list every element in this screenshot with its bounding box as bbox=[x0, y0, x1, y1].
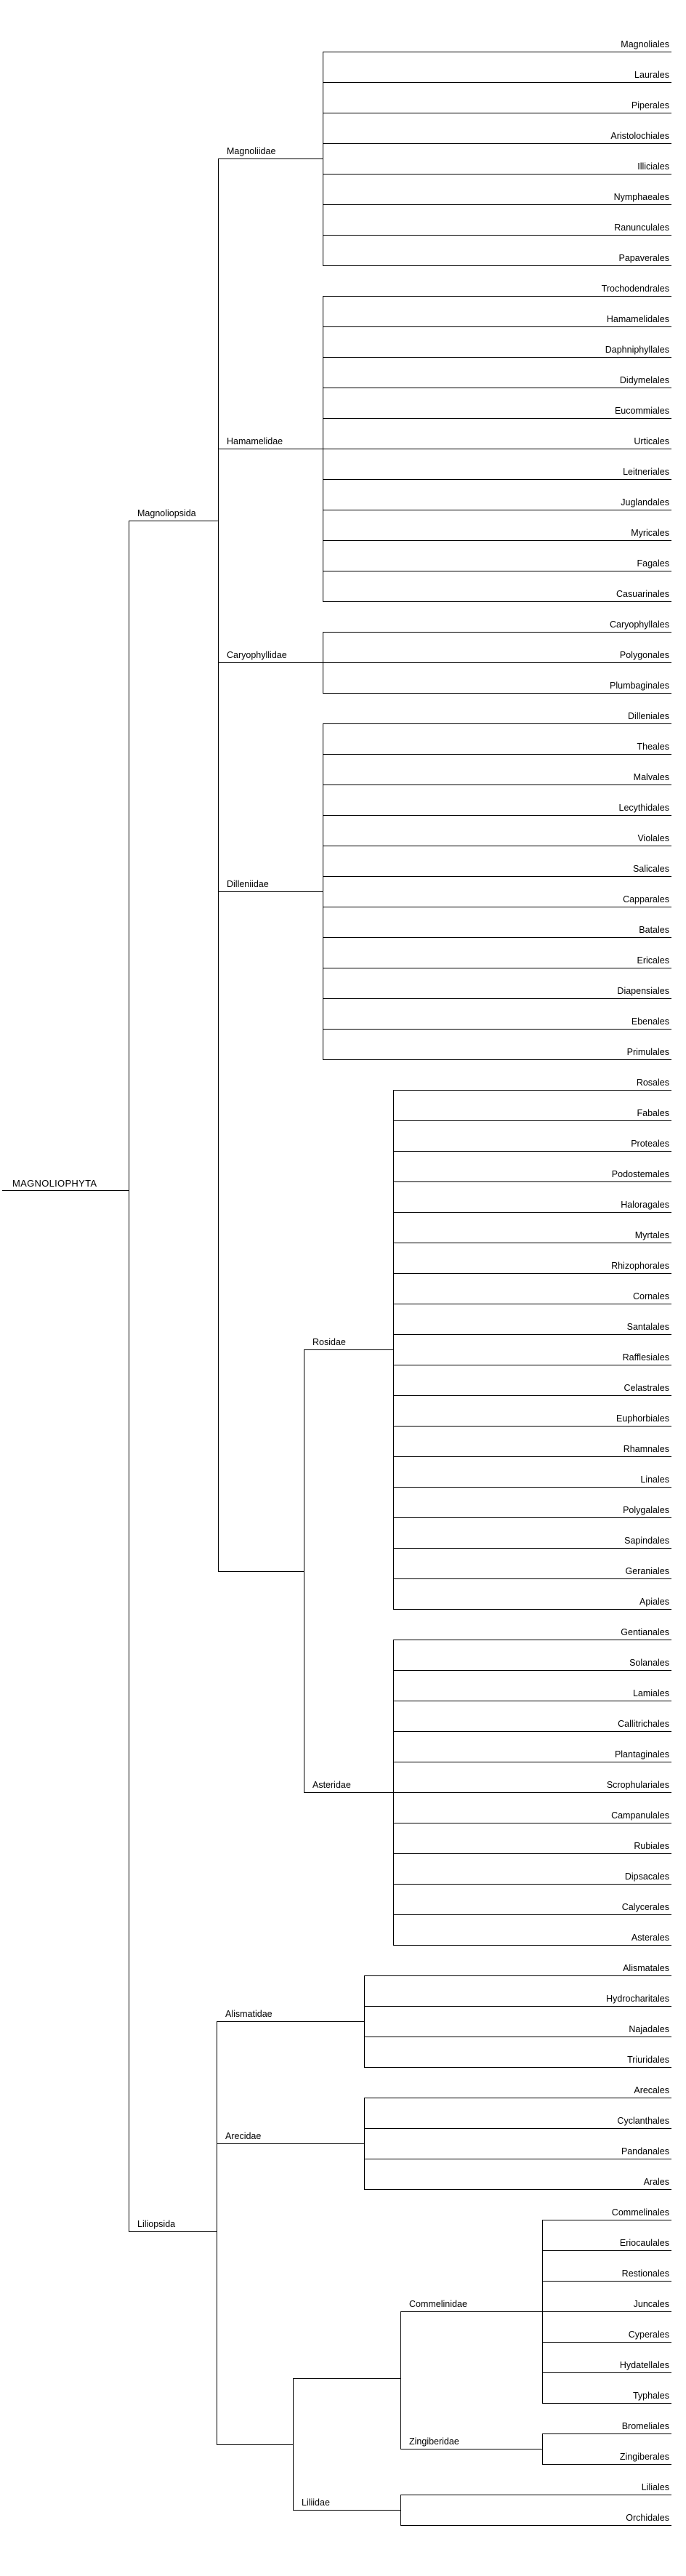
order-branch bbox=[393, 1731, 671, 1732]
order-label: Typhales bbox=[632, 2391, 669, 2401]
order-label: Lecythidales bbox=[618, 803, 669, 813]
order-label: Myricales bbox=[631, 528, 669, 538]
order-label: Juglandales bbox=[621, 497, 669, 507]
order-branch bbox=[393, 1609, 671, 1610]
order-branch bbox=[393, 1212, 671, 1213]
order-label: Myrtales bbox=[634, 1230, 669, 1240]
order-branch bbox=[393, 1517, 671, 1518]
order-label: Fabales bbox=[637, 1108, 669, 1118]
order-label: Celastrales bbox=[624, 1383, 669, 1393]
order-label: Ericales bbox=[637, 955, 669, 966]
order-label: Callitrichales bbox=[618, 1719, 669, 1729]
subclass-label: Liliidae bbox=[302, 2497, 330, 2508]
order-branch bbox=[364, 2067, 671, 2068]
order-label: Apiales bbox=[639, 1597, 669, 1607]
order-label: Asterales bbox=[631, 1933, 669, 1943]
order-branch bbox=[364, 2006, 671, 2007]
class-label: Liliopsida bbox=[137, 2219, 176, 2229]
order-branch bbox=[393, 1426, 671, 1427]
order-label: Primulales bbox=[626, 1047, 669, 1057]
order-label: Dipsacales bbox=[624, 1871, 669, 1882]
order-branch bbox=[393, 1792, 671, 1793]
order-branch bbox=[393, 1151, 671, 1152]
subclass-label: Caryophyllidae bbox=[227, 650, 287, 660]
order-branch bbox=[323, 876, 671, 877]
order-label: Violales bbox=[637, 833, 669, 843]
order-branch bbox=[323, 693, 671, 694]
order-label: Rhamnales bbox=[623, 1444, 669, 1454]
clade-branch bbox=[217, 2444, 294, 2445]
order-label: Trochodendrales bbox=[601, 284, 669, 294]
order-label: Orchidales bbox=[626, 2513, 669, 2523]
order-label: Pandanales bbox=[621, 2146, 669, 2156]
order-branch bbox=[393, 1334, 671, 1335]
order-label: Polygonales bbox=[619, 650, 669, 660]
order-label: Piperales bbox=[631, 100, 669, 111]
order-branch bbox=[323, 937, 671, 938]
order-label: Urticales bbox=[634, 436, 669, 446]
order-label: Bromeliales bbox=[621, 2421, 669, 2431]
order-branch bbox=[542, 2403, 671, 2404]
order-branch bbox=[364, 2189, 671, 2190]
order-label: Diapensiales bbox=[617, 986, 669, 996]
clade-connector bbox=[400, 2311, 401, 2449]
order-branch bbox=[542, 2433, 671, 2434]
order-branch bbox=[393, 1273, 671, 1274]
subclass-label: Magnoliidae bbox=[227, 146, 276, 156]
order-label: Triuridales bbox=[627, 2055, 669, 2065]
order-label: Casuarinales bbox=[616, 589, 669, 599]
subclass-branch bbox=[217, 2021, 365, 2022]
order-label: Gentianales bbox=[621, 1627, 669, 1637]
order-label: Daphniphyllales bbox=[605, 345, 669, 355]
order-label: Caryophyllales bbox=[610, 619, 669, 630]
order-label: Alismatales bbox=[623, 1963, 669, 1973]
order-label: Rubiales bbox=[634, 1841, 669, 1851]
order-label: Podostemales bbox=[611, 1169, 669, 1179]
order-branch bbox=[323, 815, 671, 816]
order-label: Plumbaginales bbox=[610, 681, 669, 691]
order-label: Malvales bbox=[633, 772, 669, 782]
order-branch bbox=[323, 418, 671, 419]
clade-branch bbox=[293, 2378, 401, 2379]
order-branch bbox=[393, 1578, 671, 1579]
order-label: Proteales bbox=[631, 1139, 669, 1149]
order-label: Laurales bbox=[634, 70, 669, 80]
order-label: Euphorbiales bbox=[616, 1413, 669, 1424]
subclass-branch bbox=[217, 2143, 365, 2144]
order-label: Ranunculales bbox=[614, 222, 669, 233]
class-branch bbox=[129, 2231, 217, 2232]
order-label: Leitneriales bbox=[623, 467, 669, 477]
order-label: Cyperales bbox=[628, 2330, 669, 2340]
order-label: Fagales bbox=[637, 558, 669, 569]
subclass-branch bbox=[400, 2311, 543, 2312]
order-label: Liliales bbox=[641, 2482, 669, 2492]
root-branch bbox=[2, 1190, 129, 1191]
order-label: Rhizophorales bbox=[611, 1261, 669, 1271]
order-label: Santalales bbox=[626, 1322, 669, 1332]
subclass-label: Alismatidae bbox=[225, 2009, 273, 2019]
order-branch bbox=[323, 998, 671, 999]
subclass-label: Asteridae bbox=[312, 1780, 351, 1790]
class-connector bbox=[218, 159, 219, 1572]
order-branch bbox=[323, 357, 671, 358]
clade-connector bbox=[293, 2378, 294, 2511]
order-branch bbox=[393, 1548, 671, 1549]
order-label: Scrophulariales bbox=[606, 1780, 669, 1790]
order-label: Linales bbox=[640, 1474, 669, 1485]
subclass-branch bbox=[218, 891, 323, 892]
subclass-label: Arecidae bbox=[225, 2131, 262, 2141]
order-label: Eucommiales bbox=[614, 406, 669, 416]
order-label: Hamamelidales bbox=[606, 314, 669, 324]
order-branch bbox=[323, 723, 671, 724]
order-label: Plantaginales bbox=[614, 1749, 669, 1760]
order-label: Lamiales bbox=[632, 1688, 669, 1698]
order-branch bbox=[393, 1884, 671, 1885]
order-label: Dilleniales bbox=[628, 711, 669, 721]
order-label: Theales bbox=[637, 742, 669, 752]
order-branch bbox=[393, 1456, 671, 1457]
root-label: MAGNOLIOPHYTA bbox=[12, 1178, 97, 1189]
order-label: Rosales bbox=[636, 1078, 669, 1088]
order-branch bbox=[364, 2128, 671, 2129]
subclass-branch bbox=[304, 1792, 394, 1793]
subclass-branch bbox=[304, 1349, 394, 1350]
subclass-branch bbox=[218, 662, 323, 663]
order-label: Salicales bbox=[632, 864, 669, 874]
order-label: Solanales bbox=[629, 1658, 669, 1668]
order-label: Papaverales bbox=[618, 253, 669, 263]
subclass-label: Zingiberidae bbox=[409, 2436, 459, 2447]
order-label: Nymphaeales bbox=[613, 192, 669, 202]
order-branch bbox=[542, 2372, 671, 2373]
subclass-label: Rosidae bbox=[312, 1337, 346, 1347]
order-label: Sapindales bbox=[624, 1536, 669, 1546]
order-label: Restionales bbox=[621, 2268, 669, 2279]
order-label: Zingiberales bbox=[619, 2452, 669, 2462]
order-branch bbox=[323, 540, 671, 541]
order-branch bbox=[364, 1975, 671, 1976]
order-label: Polygalales bbox=[623, 1505, 669, 1515]
order-branch bbox=[323, 1029, 671, 1030]
order-label: Campanulales bbox=[611, 1810, 669, 1821]
order-branch bbox=[393, 1945, 671, 1946]
order-label: Batales bbox=[639, 925, 669, 935]
order-branch bbox=[393, 1914, 671, 1915]
subclass-branch bbox=[293, 2510, 401, 2511]
order-branch bbox=[542, 2281, 671, 2282]
order-branch bbox=[393, 1487, 671, 1488]
order-label: Hydatellales bbox=[619, 2360, 669, 2370]
order-branch bbox=[323, 82, 671, 83]
order-branch bbox=[400, 2525, 671, 2526]
order-label: Didymelales bbox=[619, 375, 669, 385]
order-branch bbox=[393, 1181, 671, 1182]
order-label: Capparales bbox=[623, 894, 669, 904]
order-label: Najadales bbox=[629, 2024, 669, 2034]
order-branch bbox=[323, 601, 671, 602]
order-branch bbox=[393, 1670, 671, 1671]
order-branch bbox=[542, 2250, 671, 2251]
order-branch bbox=[323, 143, 671, 144]
subclass-label: Dilleniidae bbox=[227, 879, 269, 889]
order-label: Cornales bbox=[632, 1291, 669, 1301]
order-branch bbox=[323, 296, 671, 297]
order-label: Commelinales bbox=[611, 2207, 669, 2218]
order-branch bbox=[323, 326, 671, 327]
order-label: Hydrocharitales bbox=[606, 1994, 669, 2004]
class-label: Magnoliopsida bbox=[137, 508, 196, 518]
order-branch bbox=[393, 1395, 671, 1396]
subclass-label: Hamamelidae bbox=[227, 436, 283, 446]
clade-branch bbox=[218, 1571, 304, 1572]
order-label: Calycerales bbox=[621, 1902, 669, 1912]
order-branch bbox=[323, 479, 671, 480]
order-label: Ebenales bbox=[631, 1016, 669, 1027]
order-branch bbox=[323, 662, 671, 663]
order-label: Geraniales bbox=[625, 1566, 669, 1576]
order-label: Haloragales bbox=[621, 1200, 669, 1210]
order-branch bbox=[393, 1120, 671, 1121]
order-label: Arales bbox=[643, 2177, 669, 2187]
order-branch bbox=[323, 1059, 671, 1060]
subclass-label: Commelinidae bbox=[409, 2299, 467, 2309]
order-label: Illiciales bbox=[637, 161, 669, 172]
order-branch bbox=[323, 235, 671, 236]
order-label: Eriocaulales bbox=[619, 2238, 669, 2248]
order-label: Cyclanthales bbox=[617, 2116, 669, 2126]
order-label: Arecales bbox=[634, 2085, 669, 2095]
order-branch bbox=[542, 2342, 671, 2343]
order-branch bbox=[393, 1853, 671, 1854]
order-label: Magnoliales bbox=[621, 39, 669, 49]
order-branch bbox=[542, 2464, 671, 2465]
order-branch bbox=[323, 754, 671, 755]
order-label: Rafflesiales bbox=[622, 1352, 669, 1363]
order-branch bbox=[323, 204, 671, 205]
order-branch bbox=[393, 1090, 671, 1091]
order-branch bbox=[323, 632, 671, 633]
order-label: Juncales bbox=[633, 2299, 669, 2309]
order-branch bbox=[323, 265, 671, 266]
order-branch bbox=[542, 2311, 671, 2312]
order-label: Aristolochiales bbox=[610, 131, 669, 141]
